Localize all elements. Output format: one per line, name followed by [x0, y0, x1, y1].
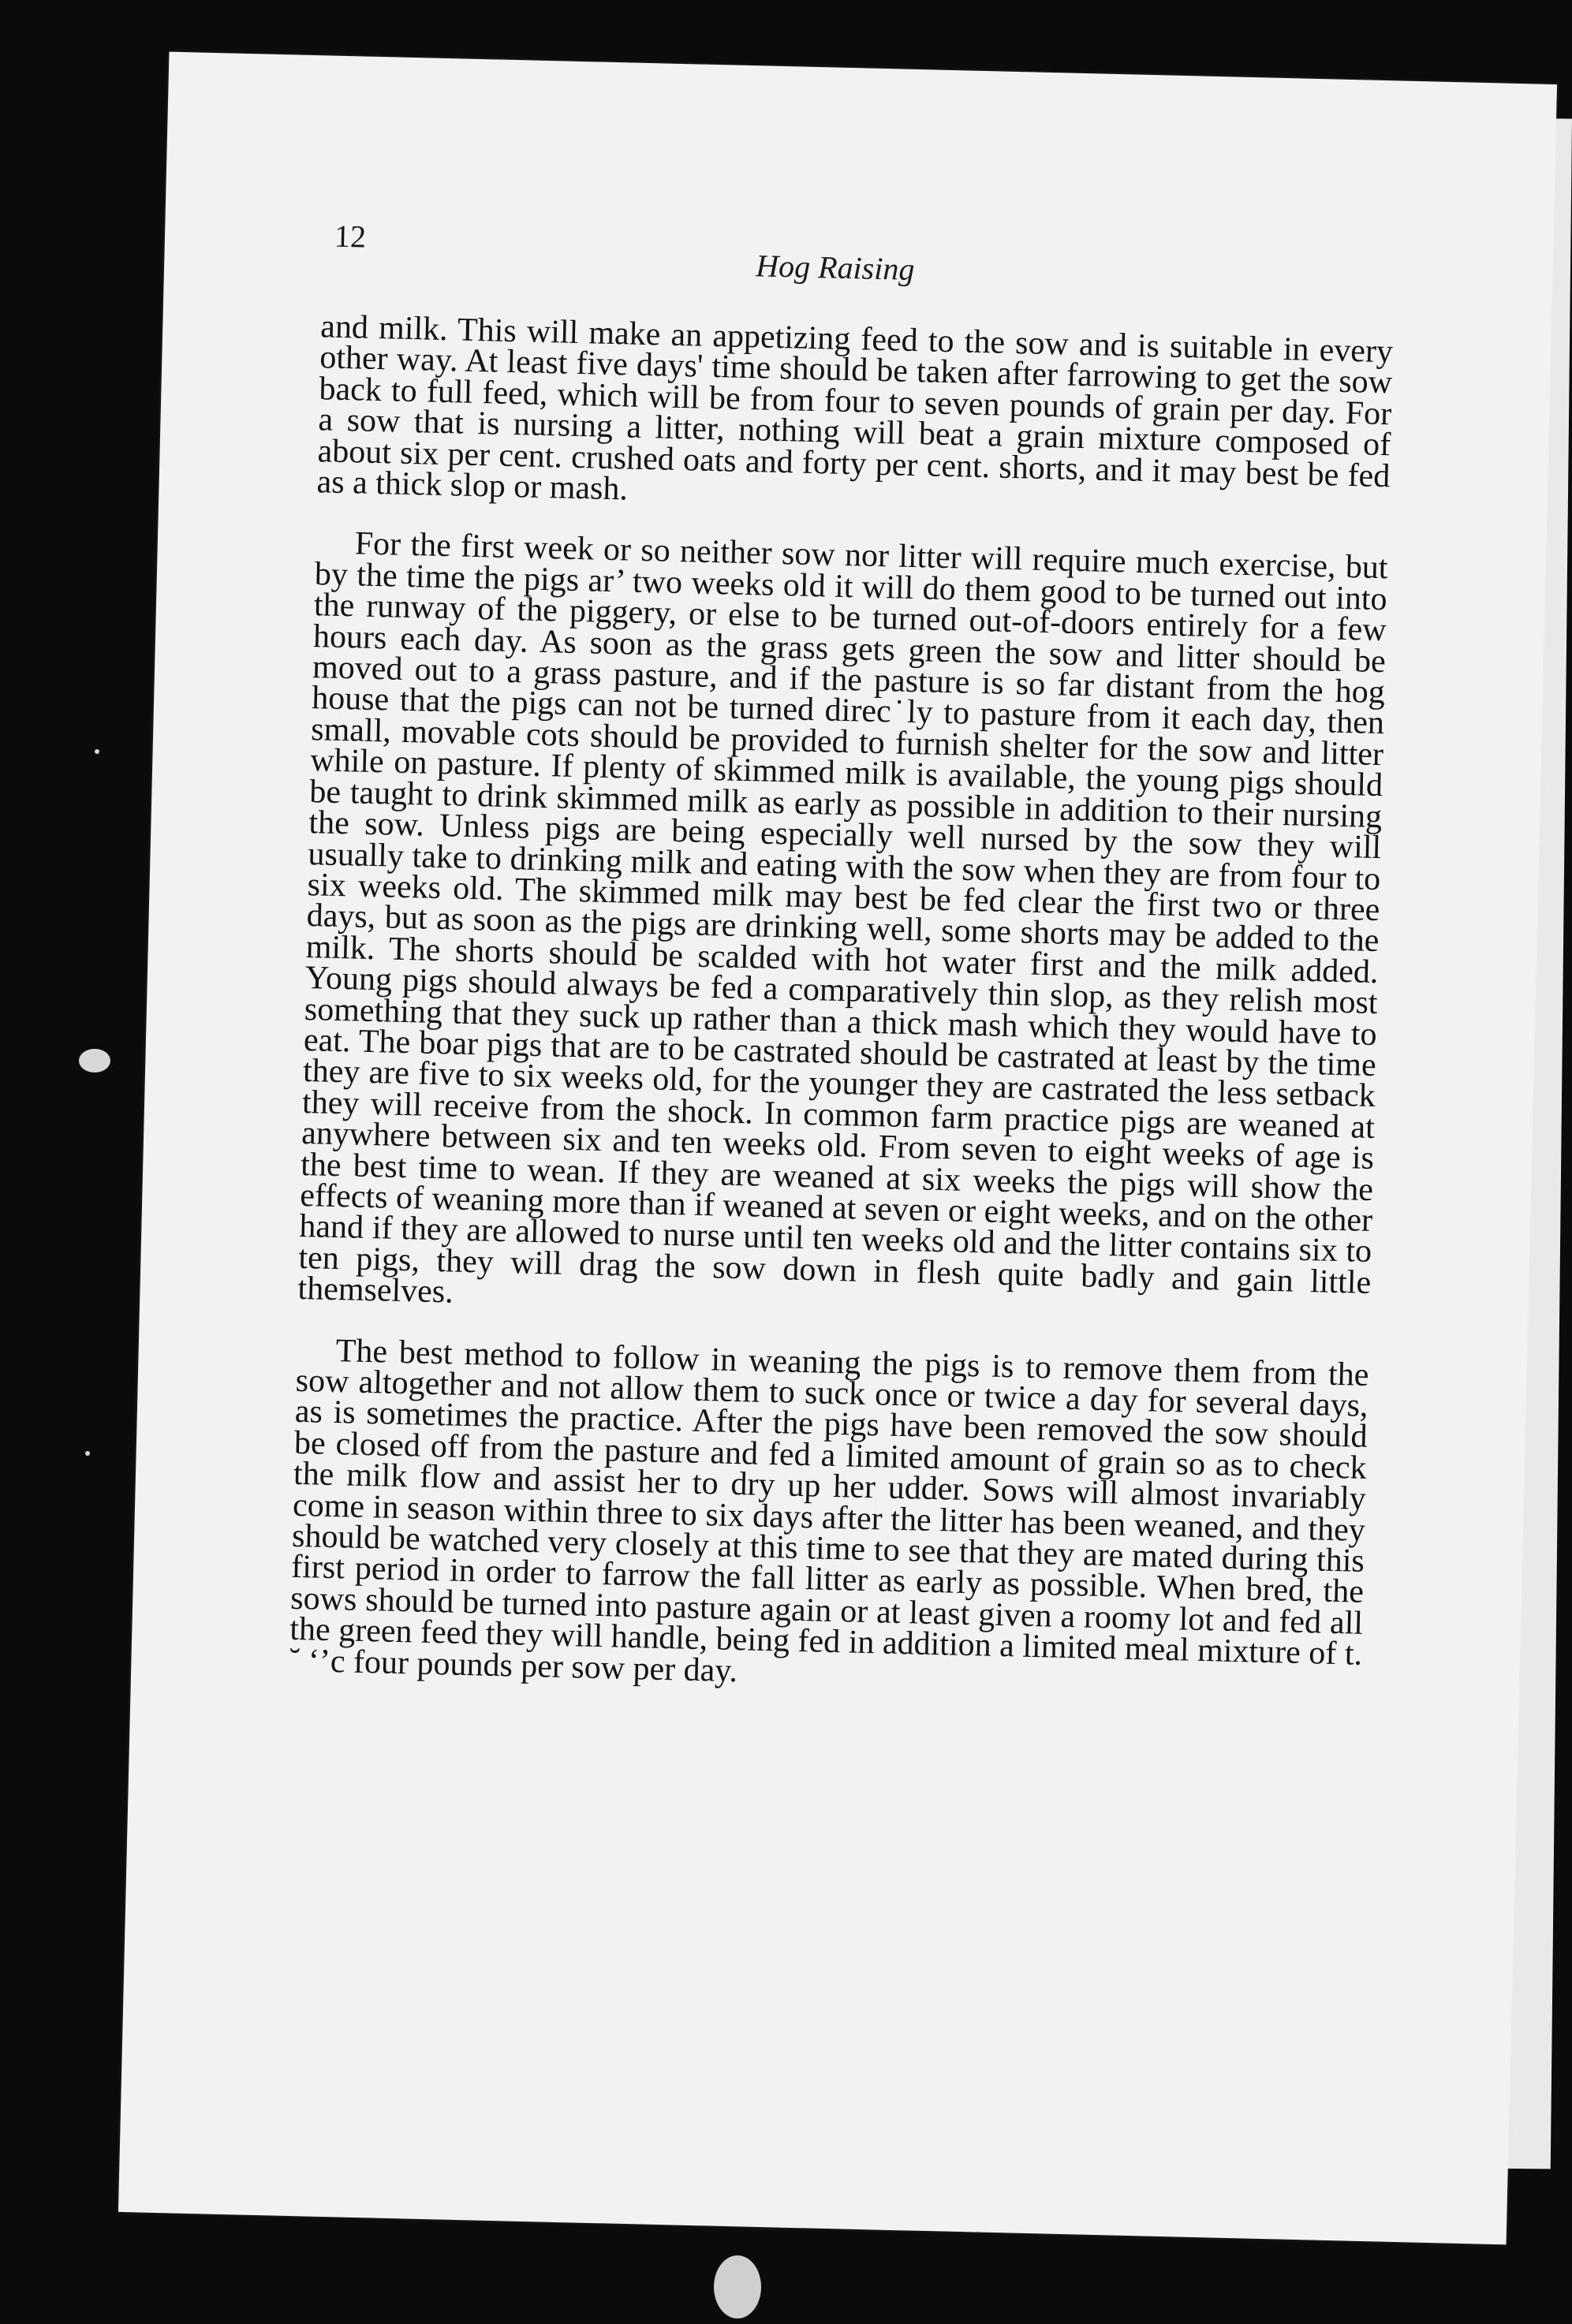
running-head: Hog Raising: [755, 248, 915, 287]
paragraph: and milk. This will make an appetizing feed to the sow and is suitable in every other way. At least five days' time should be taken after farrowing to get the sow back to full feed, which will be from four to seven pounds of grain per day. For a sow that is nursing a litter, nothing will beat a grain mixture composed of about six per cent. crushed oats and forty per cent. shorts, and it may best be fed as a thick slop or mash.: [316, 308, 1394, 508]
dust-speck: [95, 749, 99, 754]
book-page: [118, 52, 1557, 2245]
page-body: [288, 308, 1394, 1732]
dust-speck: [79, 1049, 110, 1072]
dust-speck: [714, 2255, 761, 2318]
dust-speck: [85, 1451, 90, 1456]
page-number: 12: [334, 218, 367, 255]
paragraph: The best method to follow in weaning the pigs is to remove them from the sow altogether and not allow them to suck once or twice a day for several days, as is sometimes the practice. After the pigs have been removed the sow should be closed off from the pasture and fed a limited amount of grain so as to check the milk flow and assist her to dry up her udder. Sows will almost invariably come in season within three to six days after the litter has been weaned, and they should be watched very closely at this time to see that they are mated during this first period in order to farrow the fall litter as early as possible. When bred, the sows should be turned into pasture again or at least given a roomy lot and fed all the green feed they will handle, being fed in addition a limited meal mixture of t. ˘ ‘’c four pounds per sow per day.: [288, 1332, 1369, 1689]
paragraph: For the first week or so neither sow nor litter will require much exercise, but by the time the pigs ar’ two weeks old it will do them good to be turned out into the runway of the piggery, or else to be turned out-of-doors entirely for a few hours each day. As soon as the grass gets green the sow and litter should be moved out to a grass pasture, and if the pasture is so far distant from the hog house that the pigs can not be turned direc˙ly to pasture from it each day, then small, movable cots should be provided to furnish shelter for the sow and litter while on pasture. If plenty of skimmed milk is available, the young pigs should be taught to drink skimmed milk as early as possible in addition to their nursing the sow. Unless pigs are being especially well nursed by the sow they will usually take to drinking milk and eating with the sow when they are from four to six weeks old. The skimmed milk may best be fed clear the first two or three days, but as soon as the pigs are drinking well, some shorts may be added to the milk. The shorts should be scalded with hot water first and the milk added. Young pigs should always be fed a comparatively thin slop, as they relish most something that they suck up rather than a thick mash which they would have to eat. The boar pigs that are to be castrated should be castrated at least by the time they are five to six weeks old, for the younger they are castrated the less setback they will receive from the shock. In common farm practice pigs are weaned at anywhere between six and ten weeks old. From seven to eight weeks of age is the best time to wean. If they are weaned at six weeks the pigs will show the effects of weaning more than if weaned at seven or eight weeks, and on the other hand if they are allowed to nurse until ten weeks old and the litter contains six to ten pigs, they will drag the sow down in flesh quite badly and gain little themselves.: [297, 525, 1389, 1311]
